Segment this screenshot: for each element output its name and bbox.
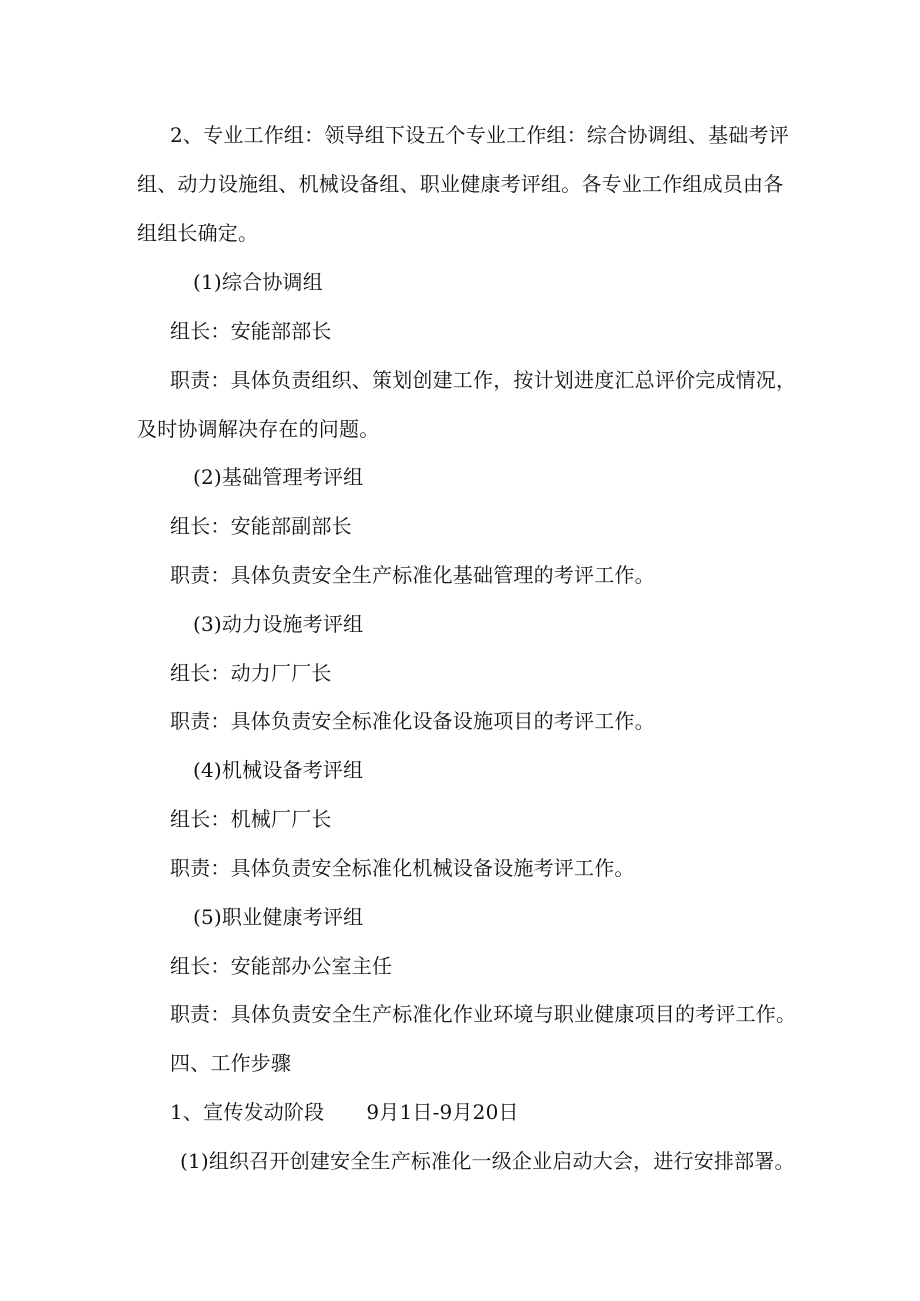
stage1-dates: 9月1日-9月20日: [366, 1100, 519, 1124]
group-4-leader: 组长：机械厂厂长: [170, 807, 332, 831]
group-5-duty: 职责：具体负责安全生产标准化作业环境与职业健康项目的考评工作。: [170, 1002, 797, 1026]
group-5-leader: 组长：安能部办公室主任: [170, 954, 393, 978]
section4-heading: 四、工作步骤: [170, 1051, 292, 1075]
group-1-duty-line2: 及时协调解决存在的问题。: [137, 417, 380, 441]
section2-paragraph-line1: 2、专业工作组：领导组下设五个专业工作组：综合协调组、基础考评: [170, 123, 789, 147]
group-3-title: (3)动力设施考评组: [193, 612, 364, 636]
stage1-item1: (1)组织召开创建安全生产标准化一级企业启动大会，进行安排部署。: [180, 1149, 795, 1173]
group-4-title: (4)机械设备考评组: [193, 758, 364, 782]
section2-paragraph-line3: 组组长确定。: [137, 221, 259, 245]
group-3-duty: 职责：具体负责安全标准化设备设施项目的考评工作。: [170, 709, 655, 733]
group-5-title: (5)职业健康考评组: [193, 905, 364, 929]
section2-paragraph-line2: 组、动力设施组、机械设备组、职业健康考评组。各专业工作组成员由各: [137, 172, 784, 196]
group-2-leader: 组长：安能部副部长: [170, 514, 352, 538]
group-1-duty-line1: 职责：具体负责组织、策划创建工作，按计划进度汇总评价完成情况，: [170, 368, 797, 392]
stage1-label: 1、宣传发动阶段: [170, 1100, 325, 1124]
group-1-leader: 组长：安能部部长: [170, 319, 332, 343]
group-2-title: (2)基础管理考评组: [193, 465, 364, 489]
group-4-duty: 职责：具体负责安全标准化机械设备设施考评工作。: [170, 856, 635, 880]
group-2-duty: 职责：具体负责安全生产标准化基础管理的考评工作。: [170, 563, 655, 587]
stage1-line: [170, 1098, 519, 1126]
group-3-leader: 组长：动力厂厂长: [170, 661, 332, 685]
group-1-title: (1)综合协调组: [193, 270, 323, 294]
